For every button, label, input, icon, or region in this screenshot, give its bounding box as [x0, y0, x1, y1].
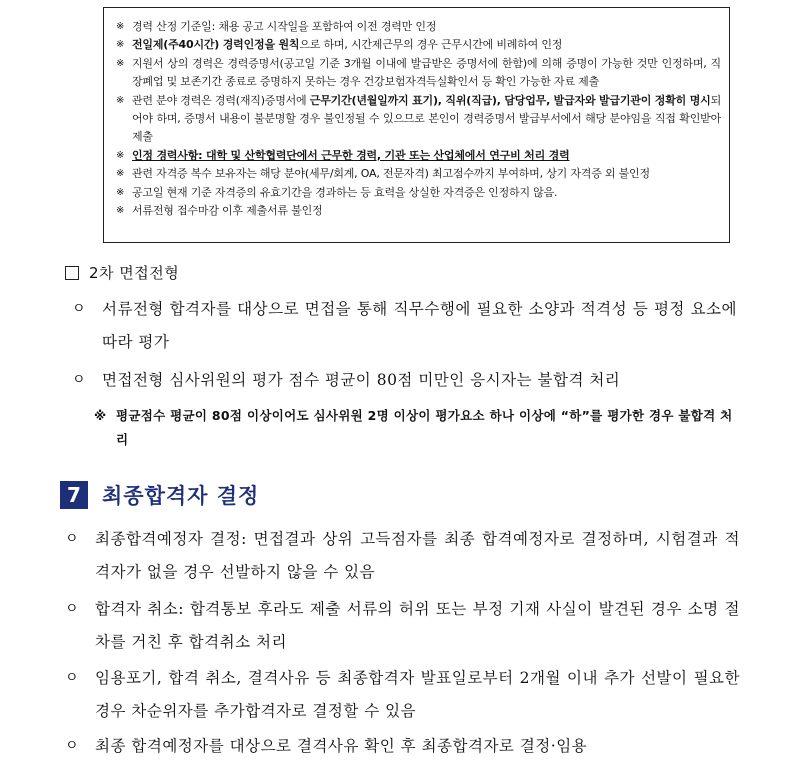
- interview-item-text: 면접전형 심사위원의 평가 점수 평균이 80점 미만인 응시자는 불합격 처리: [102, 371, 621, 389]
- career-notes-box: [103, 7, 730, 243]
- note-fragment: 지원서 상의 경력은 경력증명서(공고일 기준 3개월 이내에 발급받은 증명서에 한함)에 의해 증명이 가능한 것만 인정하며, 직장폐업 및 보존기간 종료로 증명하지 못하는 경우 건강보험자격득실확인서 등 확인 가능한 자료 제출: [132, 56, 721, 89]
- career-note-7: [116, 184, 721, 202]
- final-item-2: [65, 593, 740, 659]
- career-note-text: [132, 18, 721, 36]
- bullet-icon: ㅇ: [65, 670, 80, 686]
- career-note-1: [116, 18, 721, 36]
- career-note-8: [116, 202, 721, 220]
- interview-bold-note: [94, 404, 744, 452]
- career-note-4: [116, 92, 721, 147]
- career-note-2: [116, 36, 721, 54]
- reference-mark-icon: ※: [116, 39, 125, 51]
- note-fragment: 전일제(주40시간) 경력인정을 원칙: [132, 38, 300, 52]
- reference-mark-icon: ※: [116, 186, 125, 198]
- note-fragment: 근무기간(년월일까지 표기), 직위(직급), 담당업무, 발급자와 발급기관이 정확히 명시: [309, 93, 711, 107]
- note-fragment: 관련 자격증 복수 보유자는 해당 분야(세무/회계, OA, 전문자격) 최고점수까지 부여하며, 상기 자격증 외 불인정: [132, 167, 650, 181]
- career-note-text: [132, 92, 721, 147]
- interview-heading-text: 2차 면접전형: [89, 264, 180, 282]
- note-fragment: 서류전형 접수마감 이후 제출서류 불인정: [132, 204, 323, 218]
- bullet-icon: ㅇ: [65, 531, 80, 547]
- final-item-3: [65, 662, 740, 728]
- reference-mark-icon: ※: [116, 57, 125, 69]
- final-item-1: [65, 523, 740, 589]
- interview-item-2: [72, 364, 737, 397]
- reference-mark-icon: ※: [116, 168, 125, 180]
- section-title: 최종합격자 결정: [102, 484, 260, 508]
- career-note-text: [132, 36, 721, 54]
- career-note-text: [132, 202, 721, 220]
- career-note-text: [132, 184, 721, 202]
- career-note-5: [116, 147, 721, 165]
- note-fragment: 공고일 현재 기준 자격증의 유효기간을 경과하는 등 효력을 상실한 자격증은 인정하지 않음.: [132, 185, 558, 199]
- career-note-6: [116, 165, 721, 183]
- interview-item-1: [72, 293, 737, 359]
- note-fragment: 되어야 하며, 증명서 내용이 불분명할 경우 불인정될 수 있으므로 본인이 경력증명서 발급부서에서 해당 분야임을 직접 확인받아 제출: [132, 93, 721, 144]
- note-fragment: 인정 경력사항: 대학 및 산학협력단에서 근무한 경력, 기관 또는 산업체에서 연구비 처리 경력: [132, 148, 570, 162]
- career-note-text: [132, 147, 721, 165]
- note-fragment: 경력 산정 기준일: 채용 공고 시작일을 포함하여 이전 경력만 인정: [132, 20, 437, 33]
- final-item-text: 최종합격예정자 결정: 면접결과 상위 고득점자를 최종 합격예정자로 결정하며, 시험결과 적격자가 없을 경우 선발하지 않을 수 있음: [95, 530, 740, 581]
- final-item-text: 최종 합격예정자를 대상으로 결격사유 확인 후 최종합격자로 결정·임용: [95, 737, 588, 755]
- section-header: [60, 480, 259, 510]
- reference-mark-icon: ※: [116, 149, 125, 161]
- bullet-icon: ㅇ: [72, 372, 87, 388]
- bullet-icon: ㅇ: [65, 738, 80, 754]
- checkbox-square-icon: [65, 266, 79, 280]
- final-item-text: 임용포기, 합격 취소, 결격사유 등 최종합격자 발표일로부터 2개월 이내 추가 선발이 필요한 경우 차순위자를 추가합격자로 결정할 수 있음: [95, 669, 740, 720]
- bullet-icon: ㅇ: [65, 601, 80, 617]
- section-number: 7: [60, 481, 88, 509]
- career-note-3: [116, 55, 721, 92]
- note-fragment: 으로 하며, 시간제근무의 경우 근무시간에 비례하여 인정: [299, 38, 563, 52]
- final-item-text: 합격자 취소: 합격통보 후라도 제출 서류의 허위 또는 부정 기재 사실이 발견된 경우 소명 절차를 거친 후 합격취소 처리: [95, 600, 740, 651]
- interview-note-text: 평균점수 평균이 80점 이상이어도 심사위원 2명 이상이 평가요소 하나 이상에 “하”를 평가한 경우 불합격 처리: [116, 408, 733, 447]
- reference-mark-icon: ※: [116, 94, 125, 106]
- career-note-text: [132, 55, 721, 92]
- bullet-icon: ㅇ: [72, 301, 87, 317]
- reference-mark-icon: ※: [116, 205, 125, 217]
- interview-heading: [65, 262, 179, 283]
- note-fragment: 관련 분야 경력은 경력(재직)증명서에: [132, 93, 310, 107]
- career-note-text: [132, 165, 721, 183]
- reference-mark-icon: ※: [116, 21, 125, 32]
- final-item-4: [65, 730, 740, 763]
- interview-item-text: 서류전형 합격자를 대상으로 면접을 통해 직무수행에 필요한 소양과 적격성 등 평정 요소에 따라 평가: [102, 300, 737, 351]
- reference-mark-icon: ※: [94, 408, 107, 423]
